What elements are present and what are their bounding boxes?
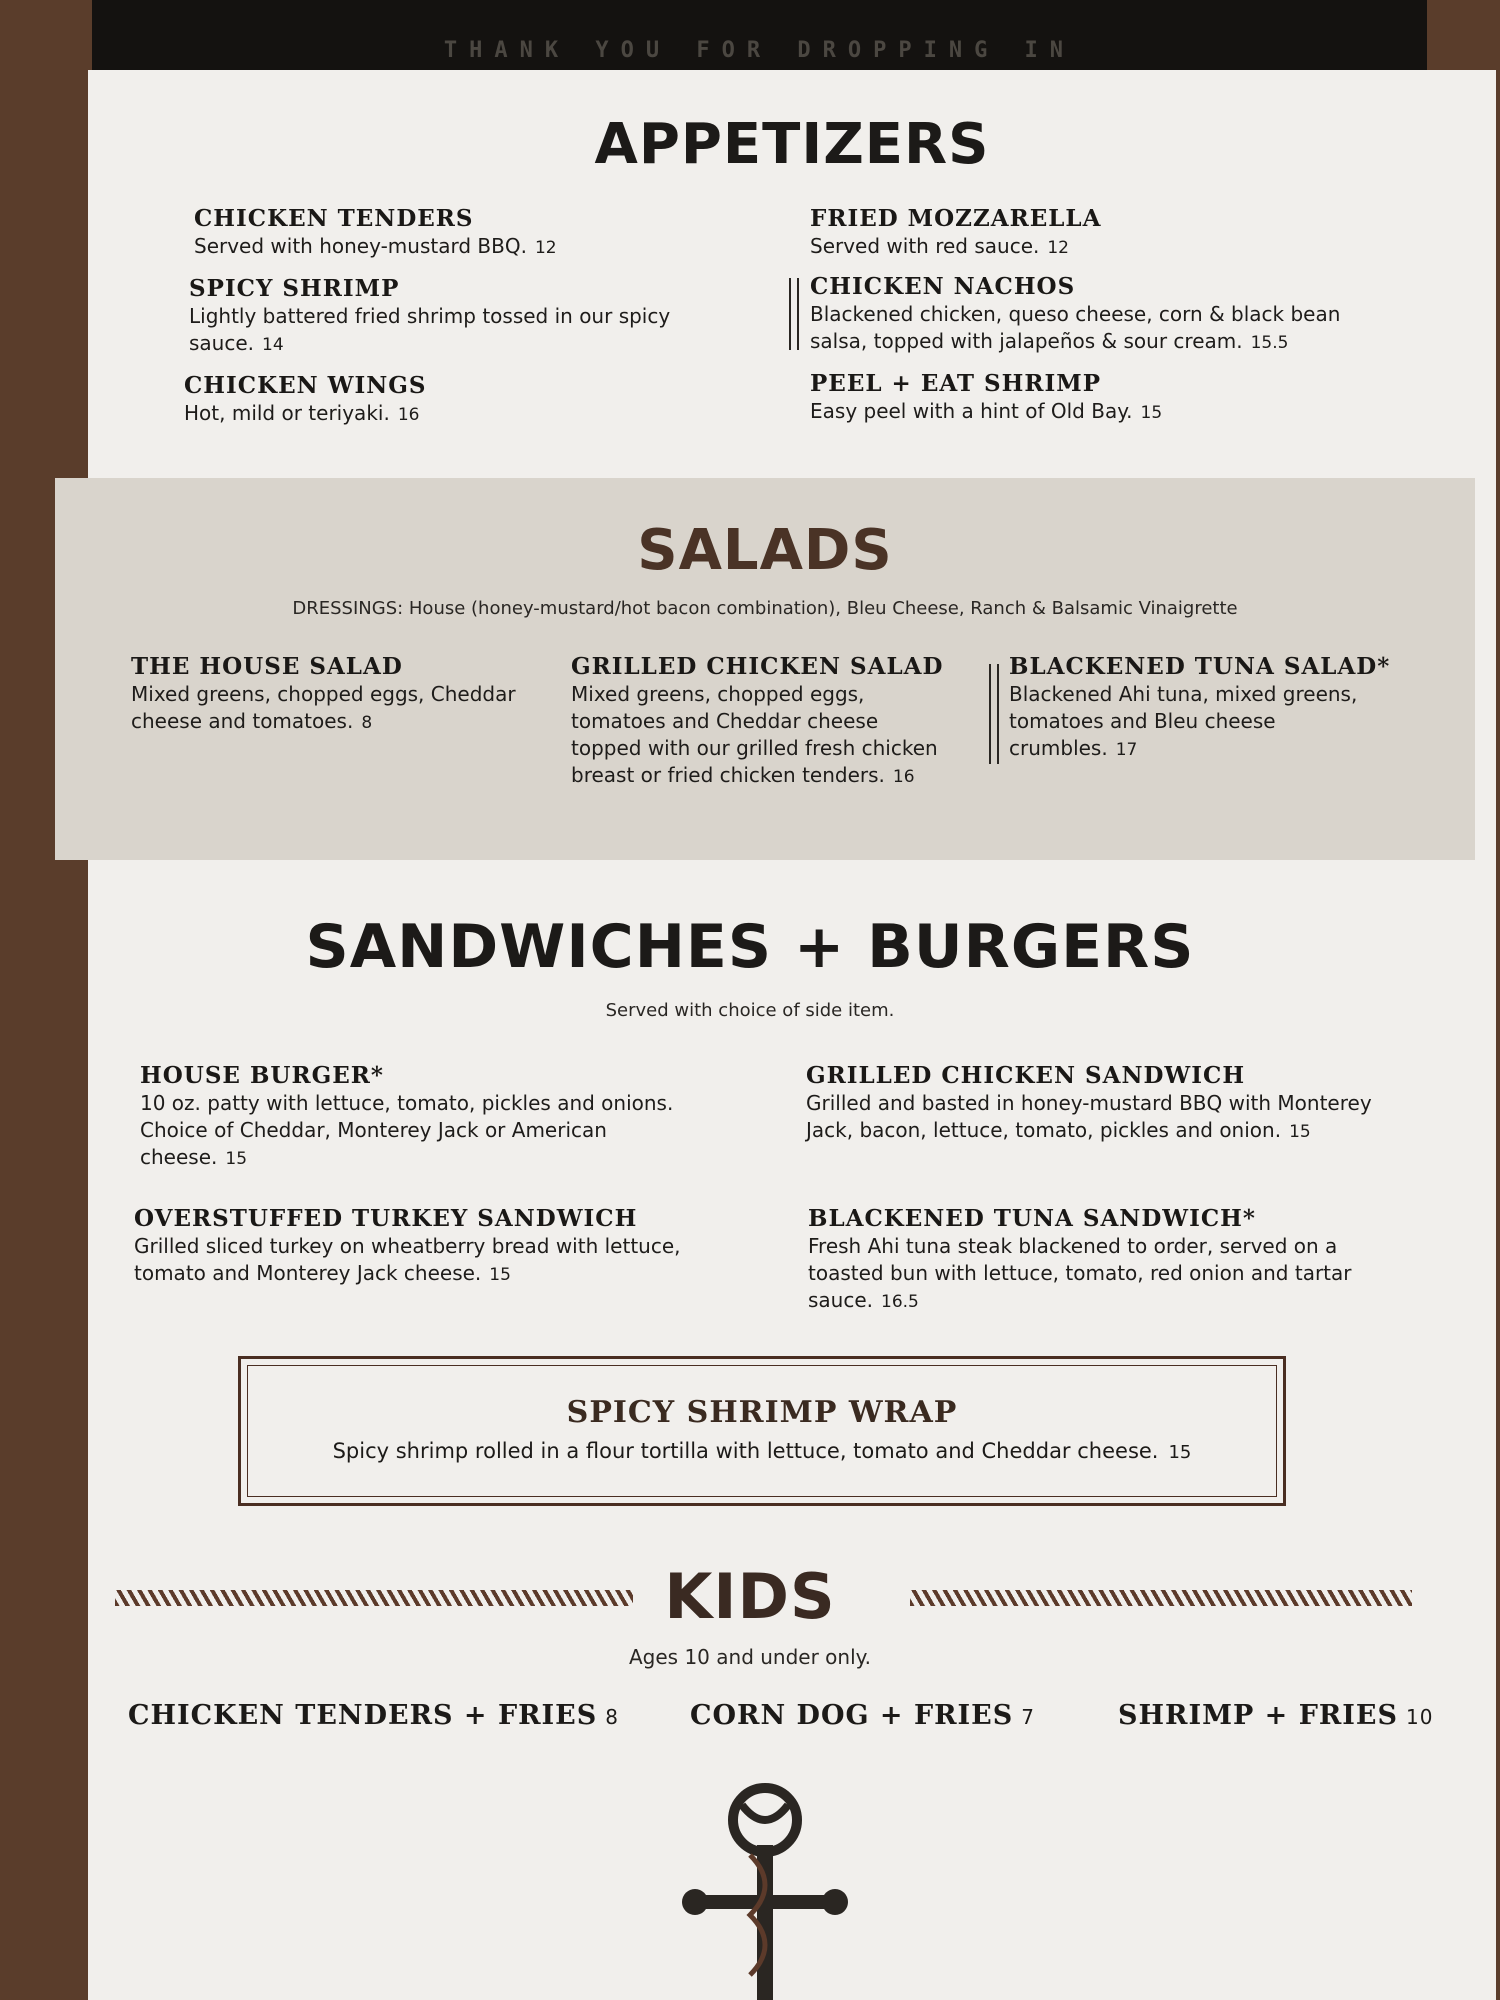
kids-title: KIDS: [664, 1560, 836, 1633]
salads-title: SALADS: [637, 518, 893, 583]
sandwich-item: GRILLED CHICKEN SANDWICH Grilled and basted in honey-mustard BBQ with Monterey Jack, bacon, lettuce, tomato, pickles and onion. 15: [806, 1062, 1372, 1142]
featured-wrap-box: [238, 1356, 1286, 1506]
salads-section: [55, 478, 1475, 860]
menu-top-band: [92, 0, 1427, 70]
sandwich-item: HOUSE BURGER* 10 oz. patty with lettuce, tomato, pickles and onions. Choice of Cheddar, Monterey Jack or American cheese. 15: [140, 1062, 674, 1169]
kids-item: CORN DOG + FRIES 7: [690, 1700, 1035, 1731]
sandwiches-title: SANDWICHES + BURGERS: [305, 912, 1195, 982]
salad-item: THE HOUSE SALAD Mixed greens, chopped eggs, Cheddar cheese and tomatoes. 8: [131, 653, 516, 733]
featured-wrap-desc: Spicy shrimp rolled in a flour tortilla with lettuce, tomato and Cheddar cheese. 15: [332, 1439, 1192, 1463]
sandwiches-note: Served with choice of side item.: [605, 1000, 895, 1021]
appetizer-item: CHICKEN NACHOS Blackened chicken, queso cheese, corn & black bean salsa, topped with jalapeños & sour cream. 15.5: [810, 273, 1341, 353]
sandwich-item: OVERSTUFFED TURKEY SANDWICH Grilled sliced turkey on wheatberry bread with lettuce, tomato and Monterey Jack cheese. 15: [134, 1205, 681, 1285]
appetizer-item: CHICKEN WINGS Hot, mild or teriyaki. 16: [184, 372, 427, 425]
appetizer-item: PEEL + EAT SHRIMP Easy peel with a hint of Old Bay. 15: [810, 370, 1163, 423]
appetizers-title: APPETIZERS: [594, 112, 990, 177]
divider-bars: [789, 278, 799, 350]
appetizer-item: SPICY SHRIMP Lightly battered fried shrimp tossed in our spicy sauce. 14: [189, 275, 671, 355]
kids-note: Ages 10 and under only.: [629, 1645, 871, 1669]
featured-wrap-name: SPICY SHRIMP WRAP: [566, 1395, 958, 1430]
tagline: THANK YOU FOR DROPPING IN: [443, 38, 1076, 63]
anchor-rope-icon: [680, 1775, 850, 2000]
appetizer-item: CHICKEN TENDERS Served with honey-mustard BBQ. 12: [194, 205, 557, 258]
salad-item: BLACKENED TUNA SALAD* Blackened Ahi tuna, mixed greens, tomatoes and Bleu cheese crumbles. 17: [1009, 653, 1391, 760]
salad-item: GRILLED CHICKEN SALAD Mixed greens, chopped eggs, tomatoes and Cheddar cheese topped with our grilled fresh chicken breast or fried chicken tenders. 16: [571, 653, 944, 787]
appetizer-item: FRIED MOZZARELLA Served with red sauce. 12: [810, 205, 1102, 258]
dressings-note: DRESSINGS: House (honey-mustard/hot bacon combination), Bleu Cheese, Ranch & Balsamic Vinaigrette: [292, 598, 1238, 619]
kids-item: SHRIMP + FRIES 10: [1118, 1700, 1434, 1731]
divider-bars: [989, 664, 999, 764]
kids-item: CHICKEN TENDERS + FRIES 8: [128, 1700, 619, 1731]
sandwich-item: BLACKENED TUNA SANDWICH* Fresh Ahi tuna steak blackened to order, served on a toasted bun with lettuce, tomato, red onion and tartar sauce. 16.5: [808, 1205, 1352, 1312]
